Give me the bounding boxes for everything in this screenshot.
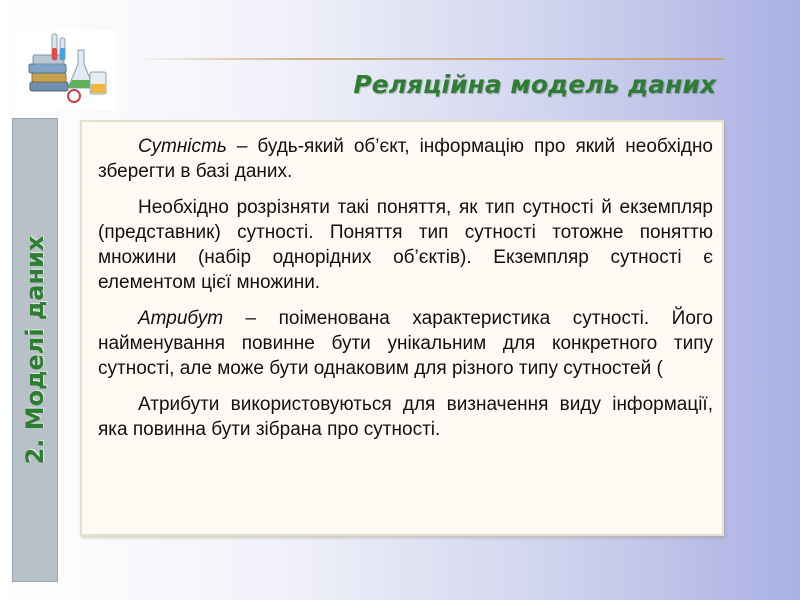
term-attribute: Атрибут xyxy=(138,308,224,329)
slide-title: Реляційна модель даних xyxy=(353,70,716,99)
content-text xyxy=(98,134,713,453)
term-entity: Сутність xyxy=(138,136,227,157)
books-lab-logo-icon xyxy=(20,30,116,110)
title-divider xyxy=(128,58,724,60)
paragraph-text: – поіменована характеристика сутності. Його найменування повинне бути унікальним для конкретного типу сутності, але може бути однаковим для різного типу сутностей ( xyxy=(98,308,713,379)
paragraph-text: – будь-який об’єкт, інформацію про який необхідно зберегти в базі даних. xyxy=(98,136,713,182)
paragraph-attribute-definition xyxy=(98,306,713,381)
paragraph-entity-type xyxy=(98,195,713,295)
paragraph-attribute-usage xyxy=(98,392,713,442)
paragraph-entity-definition xyxy=(98,134,713,184)
paragraph-text: Атрибути використовуються для визначення виду інформації, яка повинна бути зібрана про сутності. xyxy=(98,394,713,440)
sidebar-section-label: 2. Моделі даних xyxy=(21,235,49,465)
paragraph-text: Необхідно розрізняти такі поняття, як тип сутності й екземпляр (представник) сутності. Поняття тип сутності тотожне поняттю множини (набір однорідних об’єктів). Екземпляр сутності є елементом цієї множини. xyxy=(98,197,713,293)
